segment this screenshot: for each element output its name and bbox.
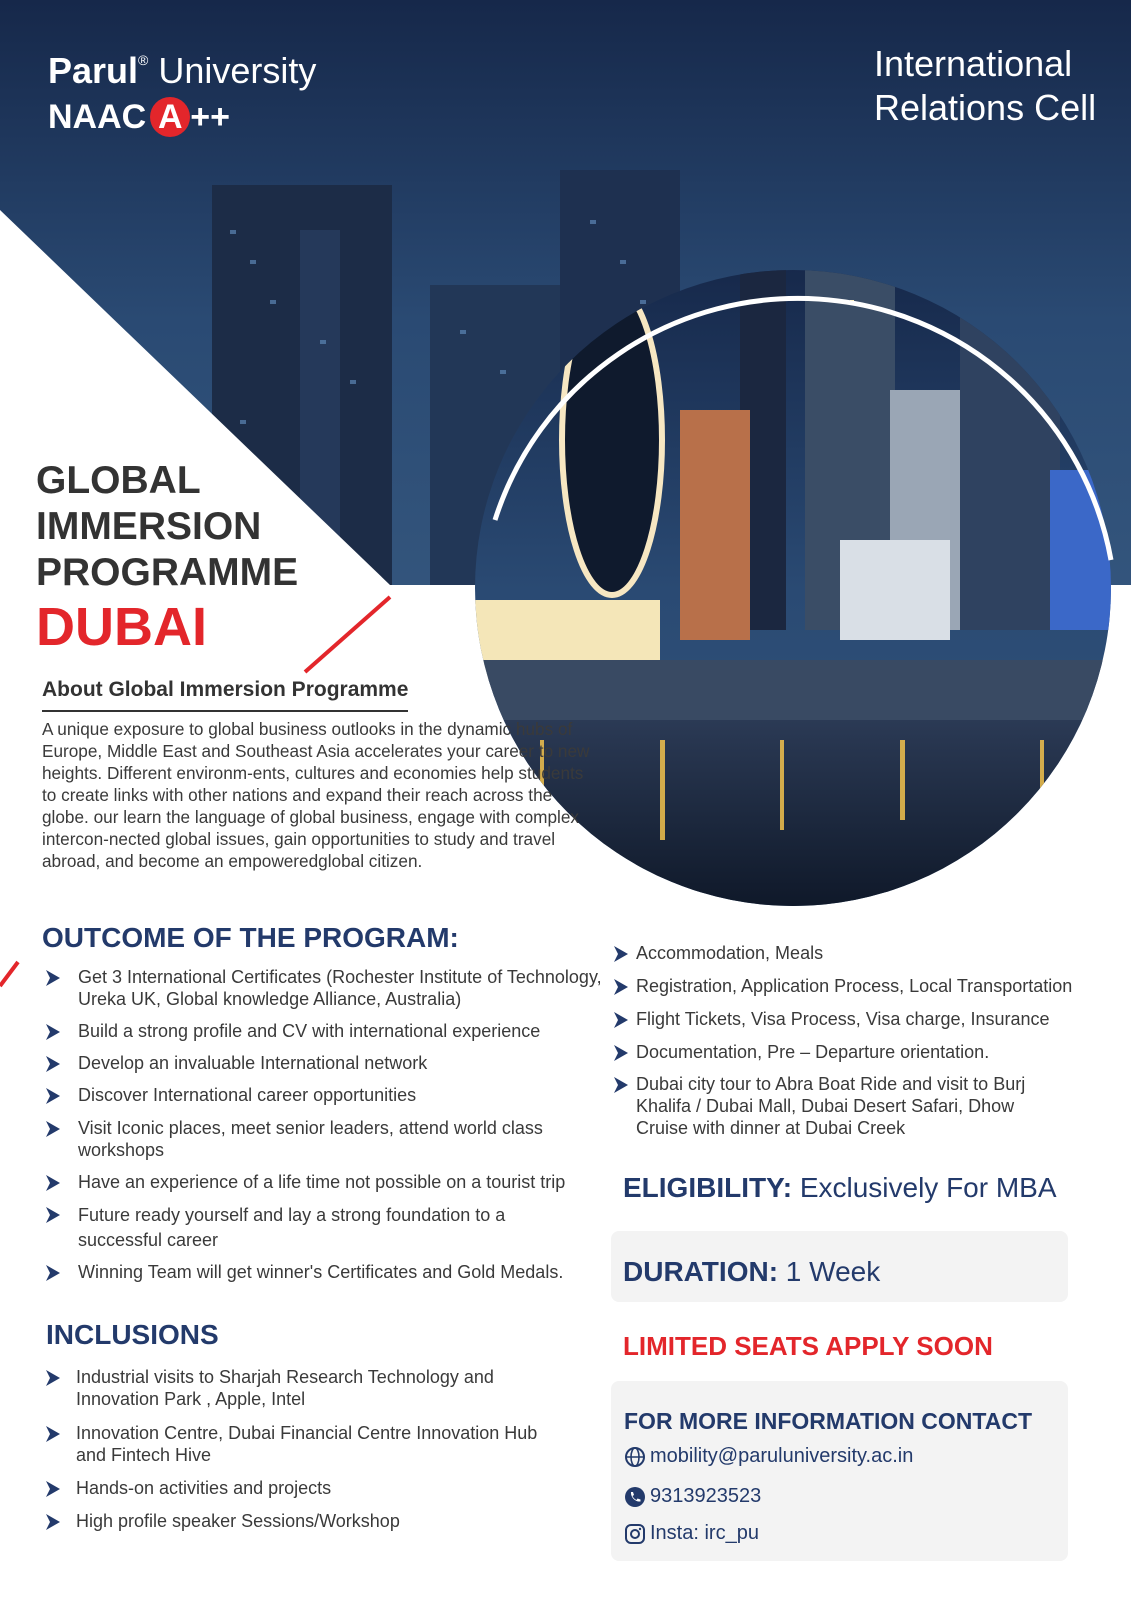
outcome-item: [42, 1117, 548, 1171]
inclusion-text: Hands-on activities and projects: [76, 1478, 332, 1498]
chevron-right-icon: [44, 1206, 62, 1224]
inclusion-text: Registration, Application Process, Local Transportation: [636, 976, 1073, 996]
inclusion-item: [610, 975, 1110, 1008]
eligibility-label: ELIGIBILITY:: [623, 1172, 793, 1203]
outcome-text: Get 3 International Certificates (Rochester Institute of Technology, Ureka UK, Global knowledge Alliance, Australia): [78, 967, 602, 1009]
cell-line-2: Relations Cell: [874, 87, 1097, 128]
contact-phone[interactable]: 9313923523: [650, 1485, 762, 1507]
chevron-right-icon: [44, 1055, 62, 1073]
outcome-list: [42, 966, 612, 1293]
naac-accreditation: [48, 95, 316, 139]
chevron-right-icon: [44, 1174, 62, 1192]
inclusion-text: Documentation, Pre – Departure orientation.: [636, 1042, 990, 1062]
inclusions-list: [42, 1366, 542, 1542]
chevron-right-icon: [612, 978, 630, 996]
title-line-2: IMMERSION: [36, 505, 262, 548]
title-city: DUBAI: [36, 597, 207, 657]
chevron-right-icon: [44, 1264, 62, 1282]
about-heading: About Global Immersion Programme: [42, 678, 408, 712]
outcome-item: [42, 1171, 612, 1203]
inclusion-item: [610, 1008, 1110, 1041]
outcome-heading: OUTCOME OF THE PROGRAM:: [42, 922, 459, 953]
chevron-right-icon: [44, 1023, 62, 1041]
inclusion-text: Innovation Centre, Dubai Financial Centre Innovation Hub and Fintech Hive: [76, 1423, 538, 1465]
chevron-right-icon: [44, 969, 62, 987]
grade-circle: A: [150, 97, 190, 137]
chevron-right-icon: [44, 1425, 62, 1443]
registered-mark: ®: [138, 52, 149, 68]
chevron-right-icon: [44, 1513, 62, 1531]
inclusion-item: [42, 1477, 542, 1510]
inclusion-text: Industrial visits to Sharjah Research Technology and Innovation Park , Apple, Intel: [76, 1367, 494, 1409]
cell-line-1: International: [874, 43, 1073, 84]
outcome-text: Visit Iconic places, meet senior leaders, attend world class workshops: [78, 1118, 543, 1160]
title-line-1: GLOBAL: [36, 459, 201, 502]
programme-title: [36, 458, 298, 656]
outcome-item: [42, 1052, 612, 1084]
inclusions-heading: INCLUSIONS: [46, 1319, 219, 1350]
chevron-right-icon: [612, 1044, 630, 1062]
contact-insta[interactable]: Insta: irc_pu: [650, 1522, 759, 1544]
inclusion-text: Accommodation, Meals: [636, 943, 824, 963]
eligibility: [623, 1172, 1057, 1204]
duration-value: 1 Week: [785, 1256, 881, 1287]
outcome-item: [42, 1084, 612, 1117]
contact-email-row[interactable]: [624, 1445, 913, 1468]
phone-icon: [624, 1486, 646, 1508]
university-brand: [48, 40, 316, 139]
outcome-text: Winning Team will get winner's Certificates and Gold Medals.: [78, 1262, 564, 1282]
outcome-text: Future ready yourself and lay a strong foundation to a successful career: [78, 1205, 506, 1250]
inclusion-item: [610, 942, 1110, 975]
outcome-text: Develop an invaluable International network: [78, 1053, 428, 1073]
inclusion-item: [42, 1422, 542, 1477]
inclusion-item: [42, 1366, 542, 1422]
outcome-item: [42, 1020, 612, 1052]
grade-plus: ++: [190, 98, 230, 136]
university-name-bold: Parul: [48, 50, 139, 91]
title-line-3: PROGRAMME: [36, 551, 299, 594]
contact-phone-row[interactable]: [624, 1485, 761, 1508]
chevron-right-icon: [612, 1076, 630, 1094]
outcome-text: Have an experience of a life time not possible on a tourist trip: [78, 1172, 566, 1192]
naac-grade: [146, 95, 230, 139]
about-text: A unique exposure to global business outlooks in the dynamic hubs of Europe, Middle East and Southeast Asia accelerates your career to new heights. Different environm-ents, cultures and economies help students to create links with other nations and expand their reach across the globe. our learn the language of global business, engage with complex intercon-nected global issues, gain opportunities to study and travel abroad, and become an empoweredglobal citizen.: [42, 719, 590, 871]
outcome-item: [42, 966, 612, 1022]
outcome-text: Discover International career opportunities: [78, 1085, 417, 1105]
outcome-item: [42, 1261, 612, 1293]
chevron-right-icon: [612, 945, 630, 963]
chevron-right-icon: [44, 1369, 62, 1387]
globe-icon: [624, 1446, 646, 1468]
eligibility-value: Exclusively For MBA: [799, 1172, 1057, 1203]
limited-seats-notice: LIMITED SEATS APPLY SOON: [623, 1331, 993, 1361]
inclusions-right-list: [610, 942, 1110, 1143]
naac-label: NAAC: [48, 98, 147, 136]
inclusion-item: [610, 1041, 1110, 1073]
duration: [623, 1256, 880, 1288]
outcome-item: [42, 1203, 548, 1261]
inclusion-text: Flight Tickets, Visa Process, Visa charge, Insurance: [636, 1009, 1050, 1029]
university-suffix: University: [158, 50, 317, 91]
chevron-right-icon: [612, 1011, 630, 1029]
inclusion-text: Dubai city tour to Abra Boat Ride and visit to Burj Khalifa / Dubai Mall, Dubai Desert Safari, Dhow Cruise with dinner at Dubai Creek: [636, 1074, 1026, 1138]
outcome-text: Build a strong profile and CV with international experience: [78, 1021, 541, 1041]
duration-label: DURATION:: [623, 1256, 779, 1287]
inclusion-item: [42, 1510, 542, 1542]
instagram-icon: [624, 1523, 646, 1545]
international-relations-cell: [874, 42, 1114, 130]
contact-heading: FOR MORE INFORMATION CONTACT: [624, 1408, 1032, 1434]
chevron-right-icon: [44, 1480, 62, 1498]
contact-email[interactable]: mobility@paruluniversity.ac.in: [650, 1445, 914, 1467]
inclusion-text: High profile speaker Sessions/Workshop: [76, 1511, 400, 1531]
chevron-right-icon: [44, 1120, 62, 1138]
contact-insta-row[interactable]: [624, 1522, 759, 1545]
chevron-right-icon: [44, 1087, 62, 1105]
university-name: [48, 40, 316, 91]
inclusion-item: [610, 1073, 1056, 1143]
